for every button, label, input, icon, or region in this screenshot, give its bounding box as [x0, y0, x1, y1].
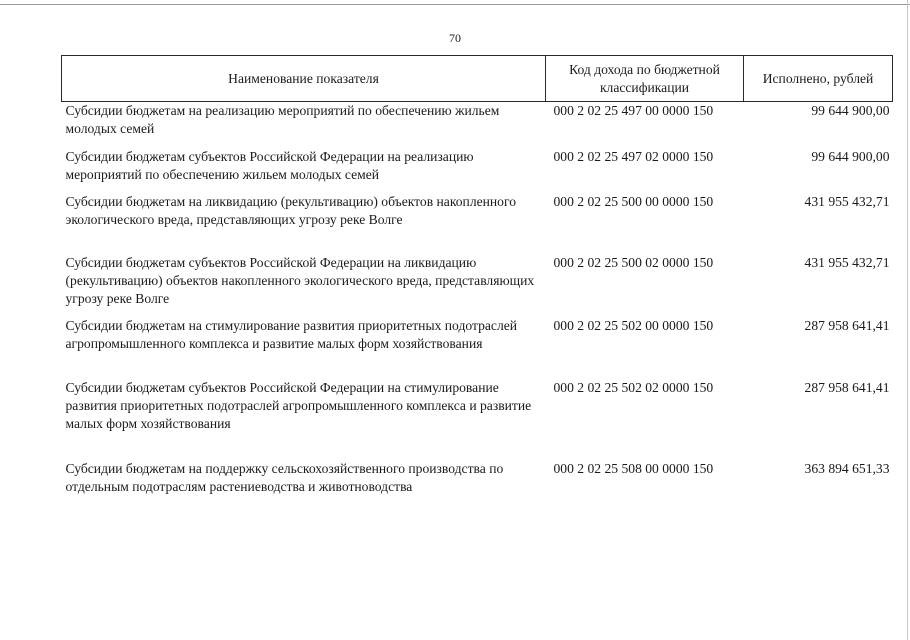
table-row: [62, 148, 893, 193]
header-code: Код дохода по бюджетной классификации: [546, 56, 744, 102]
row-name: Субсидии бюджетам на поддержку сельскохозяйственного производства по отдельным подотраслям растениеводства и животноводства: [65, 460, 504, 494]
row-code: 000 2 02 25 500 00 0000 150: [553, 193, 714, 209]
scan-edge-right: [907, 0, 908, 640]
row-amount: 431 955 432,71: [804, 193, 890, 209]
row-name: Субсидии бюджетам субъектов Российской Федерации на стимулирование развития приоритетных подотраслей агропромышленного комплекса и развитие малых форм хозяйствования: [65, 379, 532, 431]
row-name: Субсидии бюджетам субъектов Российской Федерации на ликвидацию (рекультивацию) объектов накопленного экологического вреда, представляющих угрозу реке Волге: [65, 254, 535, 306]
row-amount: 99 644 900,00: [811, 148, 890, 164]
header-row: [62, 56, 893, 102]
table-row: [62, 254, 893, 317]
table-row: [62, 102, 893, 148]
row-name: Субсидии бюджетам на стимулирование развития приоритетных подотраслей агропромышленного комплекса и развитие малых форм хозяйствования: [65, 317, 518, 351]
row-code: 000 2 02 25 500 02 0000 150: [553, 254, 714, 270]
header-amount: Исполнено, рублей: [744, 56, 893, 102]
row-code: 000 2 02 25 502 00 0000 150: [553, 317, 714, 333]
table-row: [62, 193, 893, 254]
page-number: 70: [449, 31, 461, 45]
table-row: [62, 379, 893, 460]
row-amount: 287 958 641,41: [804, 379, 890, 395]
row-amount: 287 958 641,41: [804, 317, 890, 333]
row-name: Субсидии бюджетам на реализацию мероприятий по обеспечению жильем молодых семей: [65, 103, 500, 136]
row-code: 000 2 02 25 508 00 0000 150: [553, 460, 714, 476]
row-amount: 99 644 900,00: [811, 103, 890, 118]
row-name: Субсидии бюджетам субъектов Российской Федерации на реализацию мероприятий по обеспечению жильем молодых семей: [65, 148, 474, 182]
row-amount: 363 894 651,33: [804, 460, 890, 476]
row-code: 000 2 02 25 497 02 0000 150: [553, 148, 714, 164]
table-header: [62, 56, 893, 102]
row-code: 000 2 02 25 497 00 0000 150: [553, 103, 714, 118]
row-amount: 431 955 432,71: [804, 254, 890, 270]
table-body: [62, 102, 893, 520]
row-code: 000 2 02 25 502 02 0000 150: [553, 379, 714, 395]
scan-edge-top: [0, 4, 910, 5]
budget-table: [61, 55, 893, 520]
row-name: Субсидии бюджетам на ликвидацию (рекультивацию) объектов накопленного экологического вреда, представляющих угрозу реке Волге: [65, 193, 517, 227]
table-row: [62, 460, 893, 520]
table-row: [62, 317, 893, 379]
header-name: Наименование показателя: [62, 56, 546, 102]
